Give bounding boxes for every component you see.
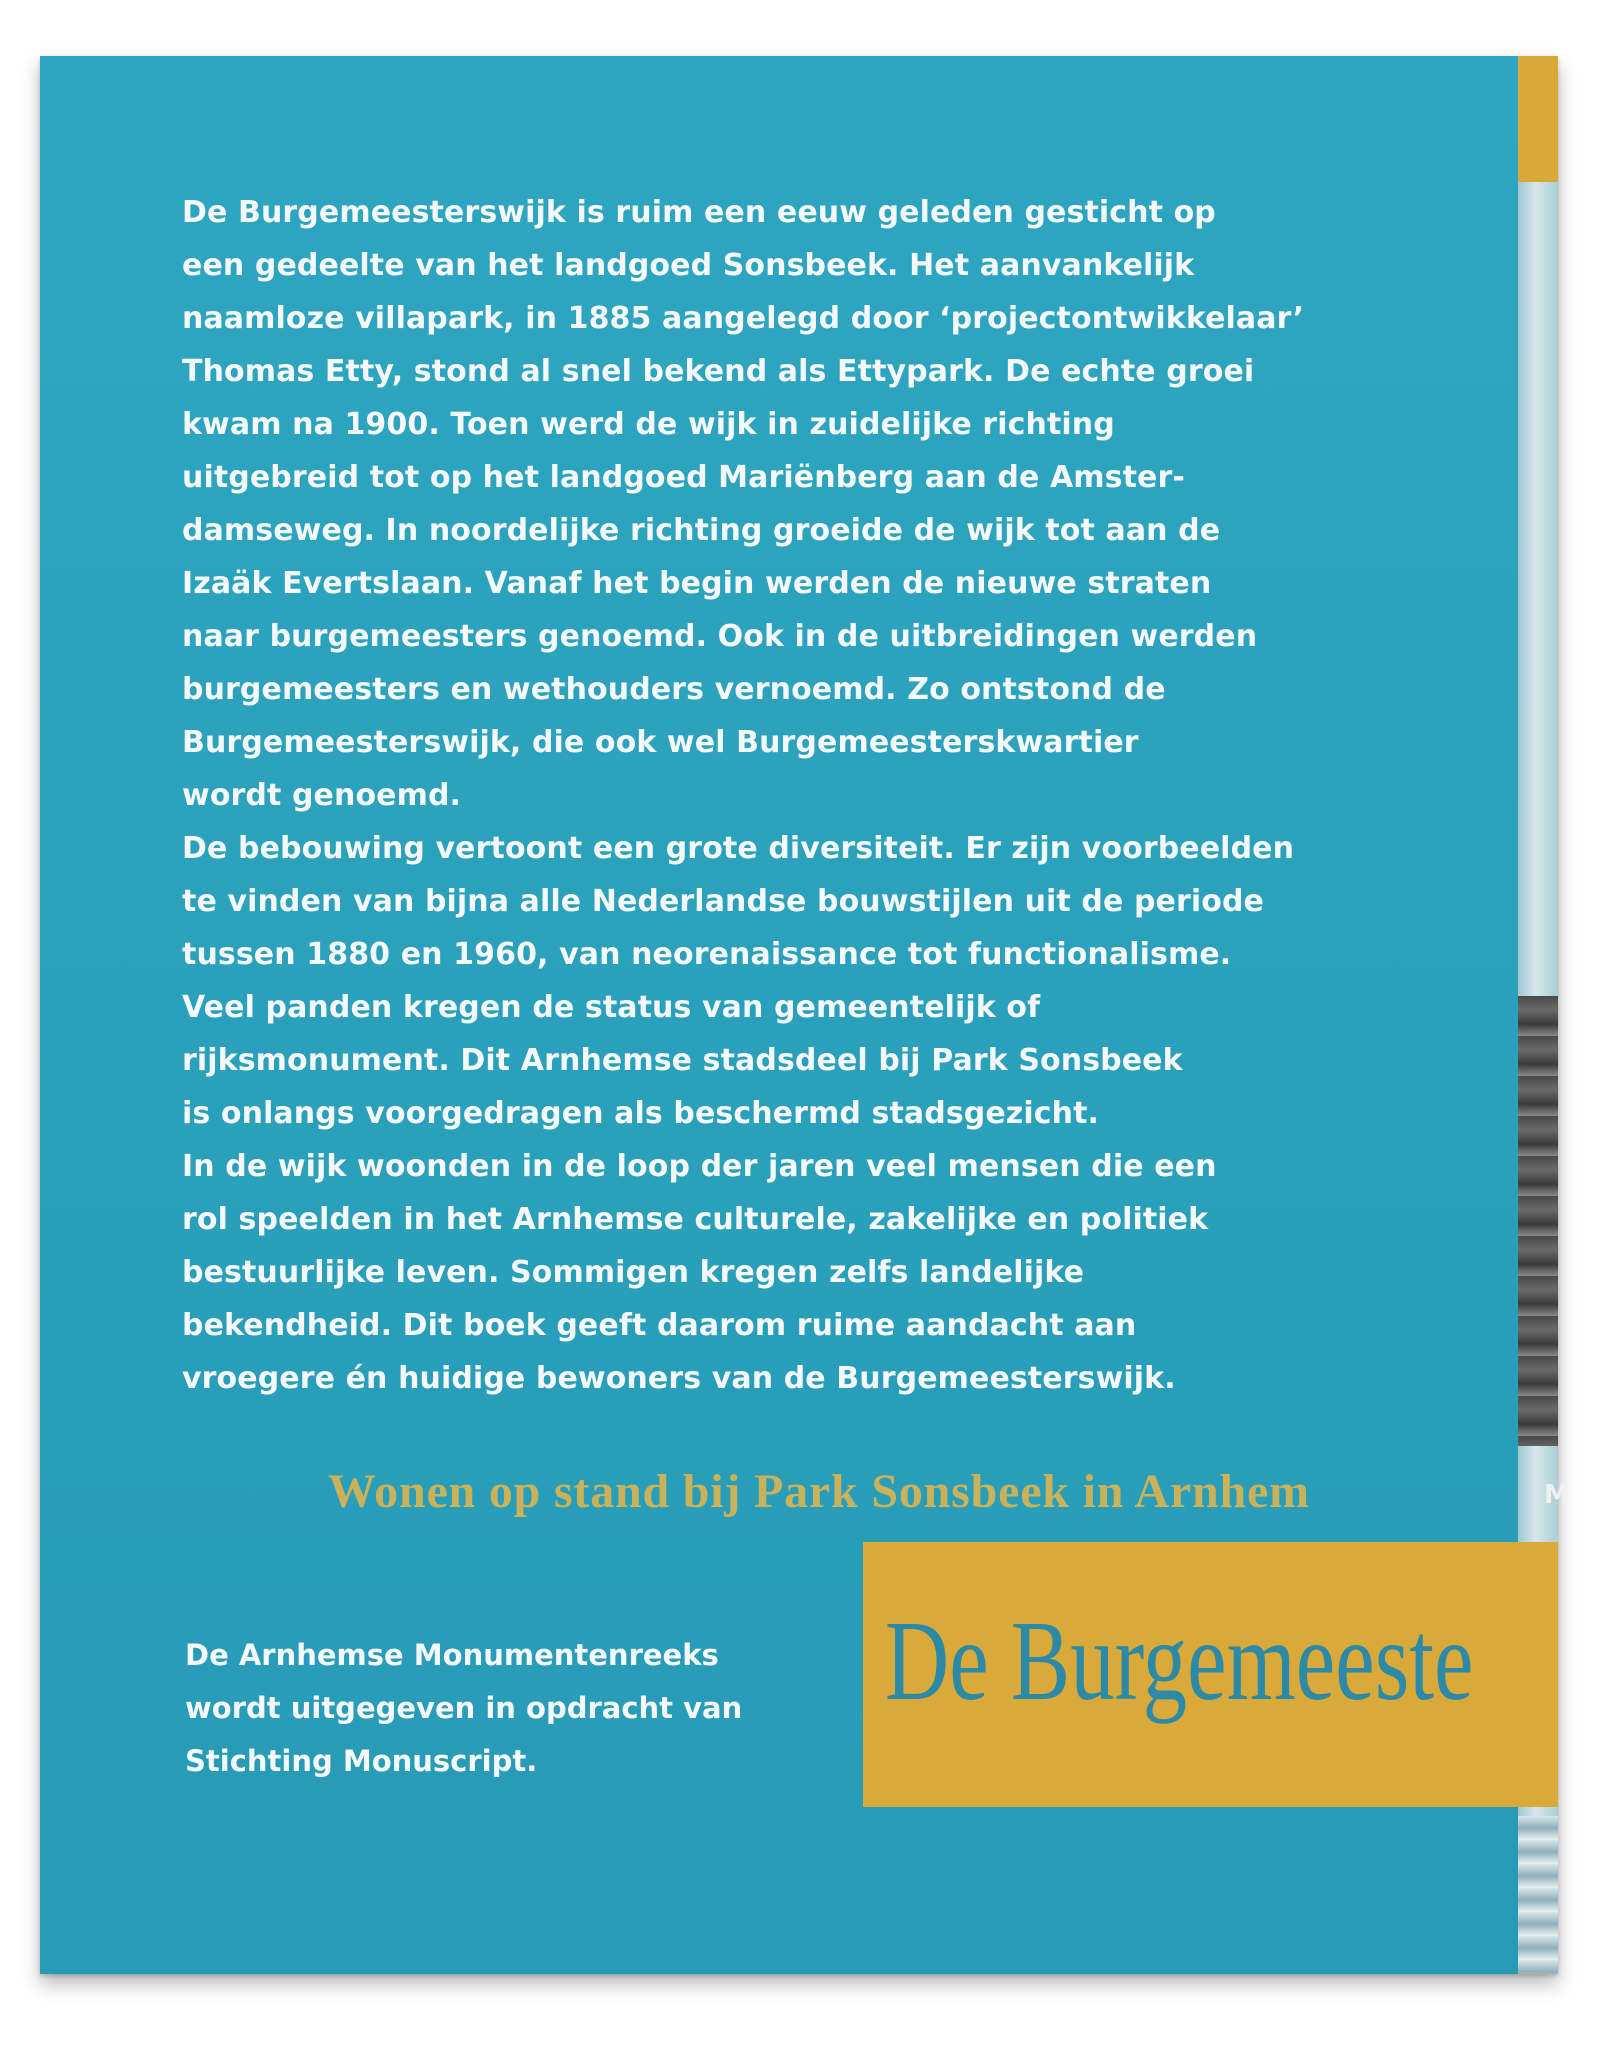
- blurb-line: Thomas Etty, stond al snel bekend als Ettypark. De echte groei: [182, 354, 1255, 389]
- blurb-line: De Burgemeesterswijk is ruim een eeuw geleden gesticht op: [182, 195, 1216, 230]
- blurb-line: In de wijk woonden in de loop der jaren veel mensen die een: [182, 1149, 1217, 1184]
- blurb-line: vroegere én huidige bewoners van de Burgemeesterswijk.: [182, 1361, 1176, 1396]
- blurb-line: burgemeesters en wethouders vernoemd. Zo ontstond de: [182, 672, 1166, 707]
- blurb-line: rol speelden in het Arnhemse culturele, zakelijke en politiek: [182, 1202, 1209, 1237]
- blurb-line: Veel panden kregen de status van gemeentelijk of: [182, 990, 1041, 1025]
- blurb-line: rijksmonument. Dit Arnhemse stadsdeel bij Park Sonsbeek: [182, 1043, 1183, 1078]
- blurb-line: bestuurlijke leven. Sommigen kregen zelfs landelijke: [182, 1255, 1085, 1290]
- blurb-line: is onlangs voorgedragen als beschermd stadsgezicht.: [182, 1096, 1100, 1131]
- blurb-text: [182, 186, 1382, 1405]
- blurb-line: uitgebreid tot op het landgoed Mariënberg aan de Amster-: [182, 460, 1185, 495]
- spine-photo-strip: [1518, 996, 1558, 1446]
- series-note-line: De Arnhemse Monumentenreeks: [185, 1638, 719, 1672]
- tagline: Wonen op stand bij Park Sonsbeek in Arnhem: [328, 1465, 1310, 1518]
- blurb-line: een gedeelte van het landgoed Sonsbeek. Het aanvankelijk: [182, 248, 1195, 283]
- series-note-line: wordt uitgegeven in opdracht van: [185, 1691, 743, 1725]
- series-note: [185, 1629, 745, 1788]
- blurb-line: kwam na 1900. Toen werd de wijk in zuidelijke richting: [182, 407, 1115, 442]
- book-back-cover: [40, 56, 1570, 1974]
- blurb-line: naar burgemeesters genoemd. Ook in de uitbreidingen werden: [182, 619, 1258, 654]
- blurb-line: De bebouwing vertoont een grote diversiteit. Er zijn voorbeelden: [182, 831, 1295, 866]
- blurb-line: bekendheid. Dit boek geeft daarom ruime aandacht aan: [182, 1308, 1137, 1343]
- title-box: [863, 1542, 1558, 1807]
- series-note-line: Stichting Monuscript.: [185, 1744, 538, 1778]
- blurb-line: Burgemeesterswijk, die ook wel Burgemeesterskwartier: [182, 725, 1139, 760]
- book-title: De Burgemeeste: [885, 1597, 1474, 1724]
- spine-photo-strip-bottom: [1518, 1816, 1558, 1974]
- blurb-line: wordt genoemd.: [182, 778, 462, 813]
- blurb-line: tussen 1880 en 1960, van neorenaissance tot functionalisme.: [182, 937, 1232, 972]
- spine-gold-band: [1518, 56, 1558, 182]
- blurb-line: te vinden van bijna alle Nederlandse bouwstijlen uit de periode: [182, 884, 1264, 919]
- blurb-line: damseweg. In noordelijke richting groeide de wijk tot aan de: [182, 513, 1221, 548]
- blurb-line: Izaäk Evertslaan. Vanaf het begin werden de nieuwe straten: [182, 566, 1212, 601]
- spine-edge-letter: M: [1544, 1480, 1570, 1510]
- blurb-line: naamloze villapark, in 1885 aangelegd door ‘projectontwikkelaar’: [182, 301, 1305, 336]
